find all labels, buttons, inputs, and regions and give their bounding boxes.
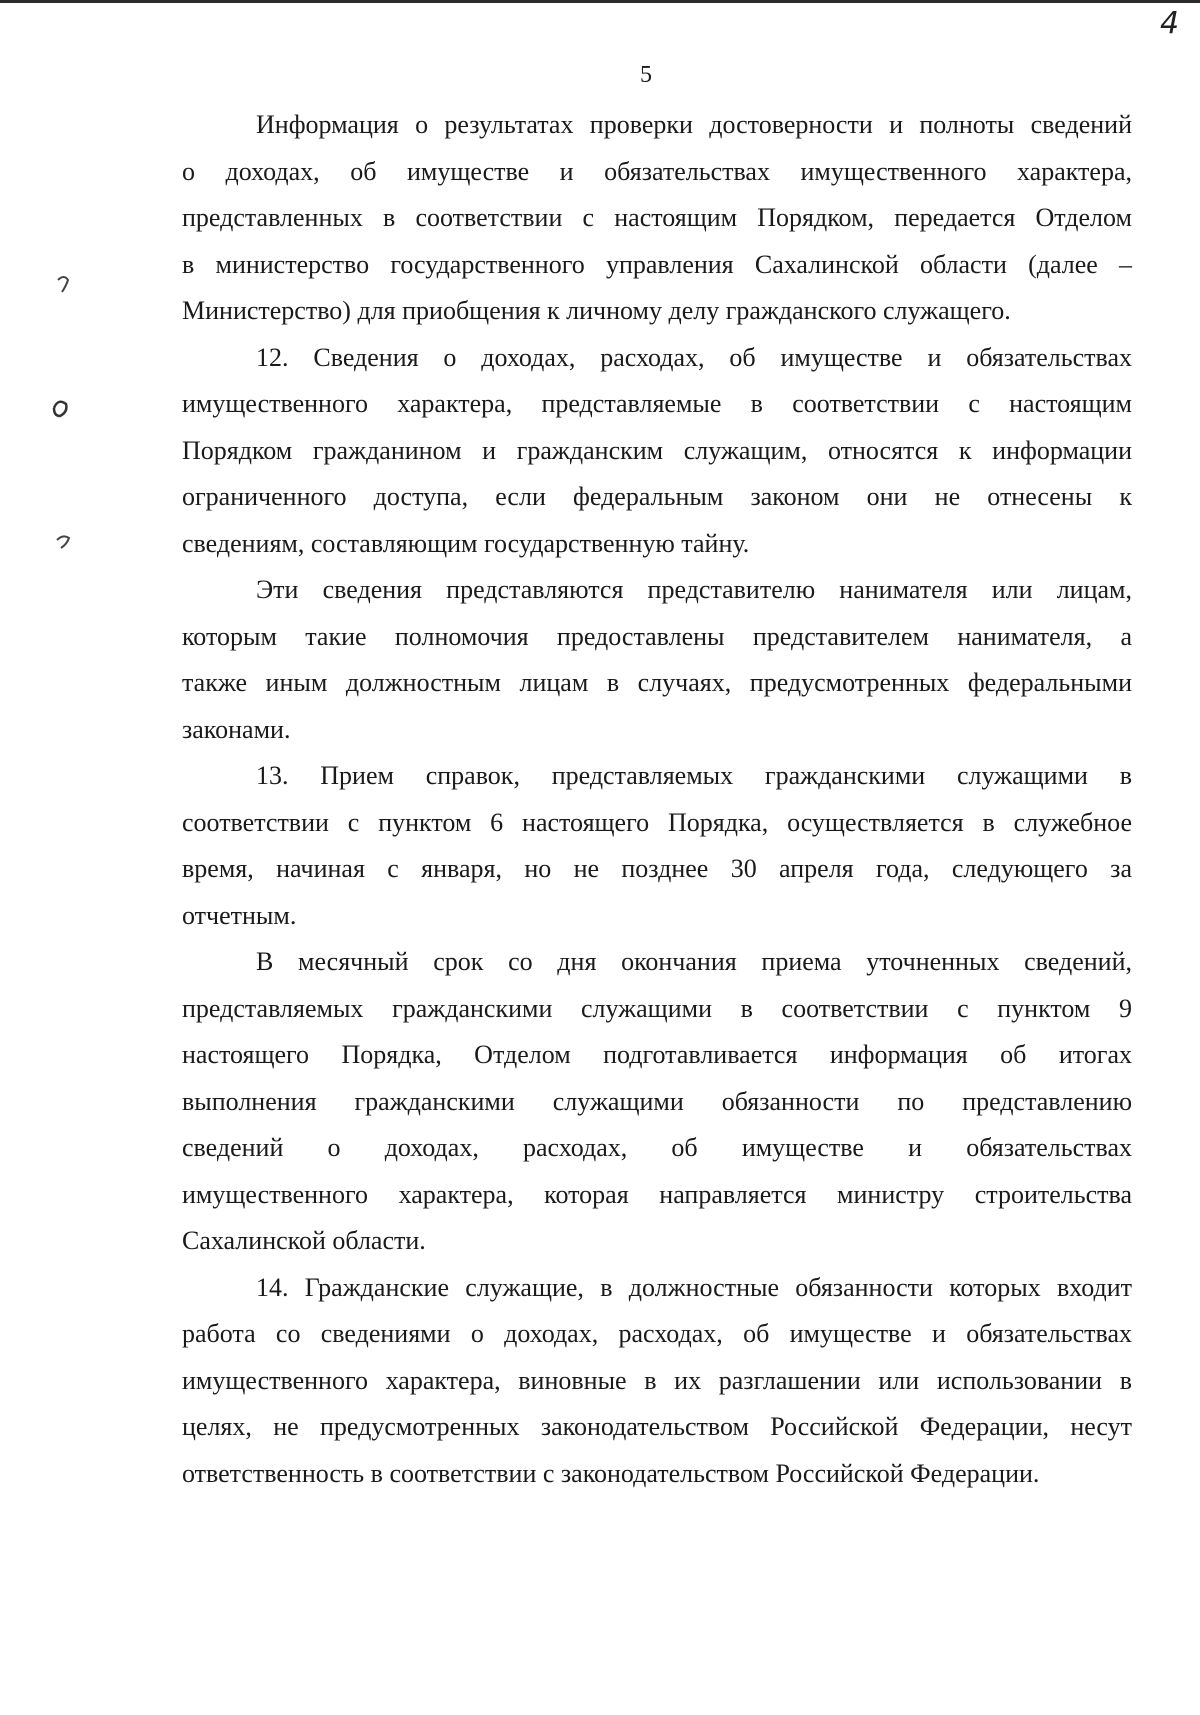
paragraph-clause-13	[182, 753, 1132, 939]
text-line: В месячный срок со дня окончания приема уточненных сведений,	[256, 947, 1132, 976]
text-line: Информация о результатах проверки достоверности и полноты сведений	[256, 110, 1132, 139]
text-line: ответственность в соответствии с законодательством Российской Федерации.	[182, 1458, 1040, 1488]
paragraph-clause-14	[182, 1265, 1132, 1498]
text-line: представляемых гражданскими служащими в соответствии с пунктом 9	[182, 993, 1132, 1023]
text-line: Порядком гражданином и гражданским служащим, относятся к информации	[182, 435, 1132, 465]
paragraph-monthly-report	[182, 939, 1132, 1265]
text-line: 12. Сведения о доходах, расходах, об имуществе и обязательствах	[256, 342, 1132, 372]
text-line: о доходах, об имуществе и обязательствах имущественного характера,	[182, 156, 1132, 186]
text-line: 13. Прием справок, представляемых гражданскими служащими в	[256, 761, 1132, 790]
punch-mark-top	[58, 277, 68, 292]
document-body	[182, 102, 1132, 1497]
text-line: настоящего Порядка, Отделом подготавливается информация об итогах	[182, 1040, 1132, 1069]
text-line: сведений о доходах, расходах, об имуществе и обязательствах	[182, 1133, 1132, 1162]
handwritten-sheet-number: 4	[1160, 6, 1180, 41]
paragraph-clause-12	[182, 335, 1132, 568]
paragraph-verification-info	[182, 102, 1132, 335]
text-line: представленных в соответствии с настоящим Порядком, передается Отделом	[182, 203, 1132, 232]
text-line: Министерство) для приобщения к личному делу гражданского служащего.	[182, 296, 1011, 325]
text-line: также иным должностным лицам в случаях, предусмотренных федеральными	[182, 668, 1132, 697]
text-line: выполнения гражданскими служащими обязанности по представлению	[182, 1086, 1132, 1116]
text-line: имущественного характера, виновные в их разглашении или использовании в	[182, 1365, 1132, 1395]
text-line: соответствии с пунктом 6 настоящего Порядка, осуществляется в служебное	[182, 807, 1132, 837]
punch-mark-bottom	[57, 536, 69, 548]
text-line: время, начиная с января, но не позднее 30 апреля года, следующего за	[182, 854, 1132, 883]
text-line: работа со сведениями о доходах, расходах, об имуществе и обязательствах	[182, 1319, 1132, 1348]
text-line: законами.	[182, 714, 291, 744]
text-line: которым такие полномочия предоставлены представителем нанимателя, а	[182, 621, 1132, 651]
text-line: целях, не предусмотренных законодательством Российской Федерации, несут	[182, 1412, 1132, 1441]
page-top-edge-line	[0, 0, 1200, 3]
text-line: отчетным.	[182, 900, 297, 930]
text-line: в министерство государственного управления Сахалинской области (далее –	[182, 249, 1132, 279]
text-line: ограниченного доступа, если федеральным законом они не отнесены к	[182, 482, 1132, 511]
text-line: Сахалинской области.	[182, 1226, 426, 1255]
paragraph-access	[182, 567, 1132, 753]
text-line: Эти сведения представляются представителю нанимателя или лицам,	[256, 575, 1132, 604]
text-line: 14. Гражданские служащие, в должностные обязанности которых входит	[256, 1272, 1132, 1302]
page-number: 5	[640, 62, 652, 88]
text-line: имущественного характера, представляемые в соответствии с настоящим	[182, 389, 1132, 418]
text-line: сведениям, составляющим государственную тайну.	[182, 528, 750, 558]
punch-mark-middle	[54, 402, 66, 416]
text-line: имущественного характера, которая направляется министру строительства	[182, 1179, 1132, 1209]
